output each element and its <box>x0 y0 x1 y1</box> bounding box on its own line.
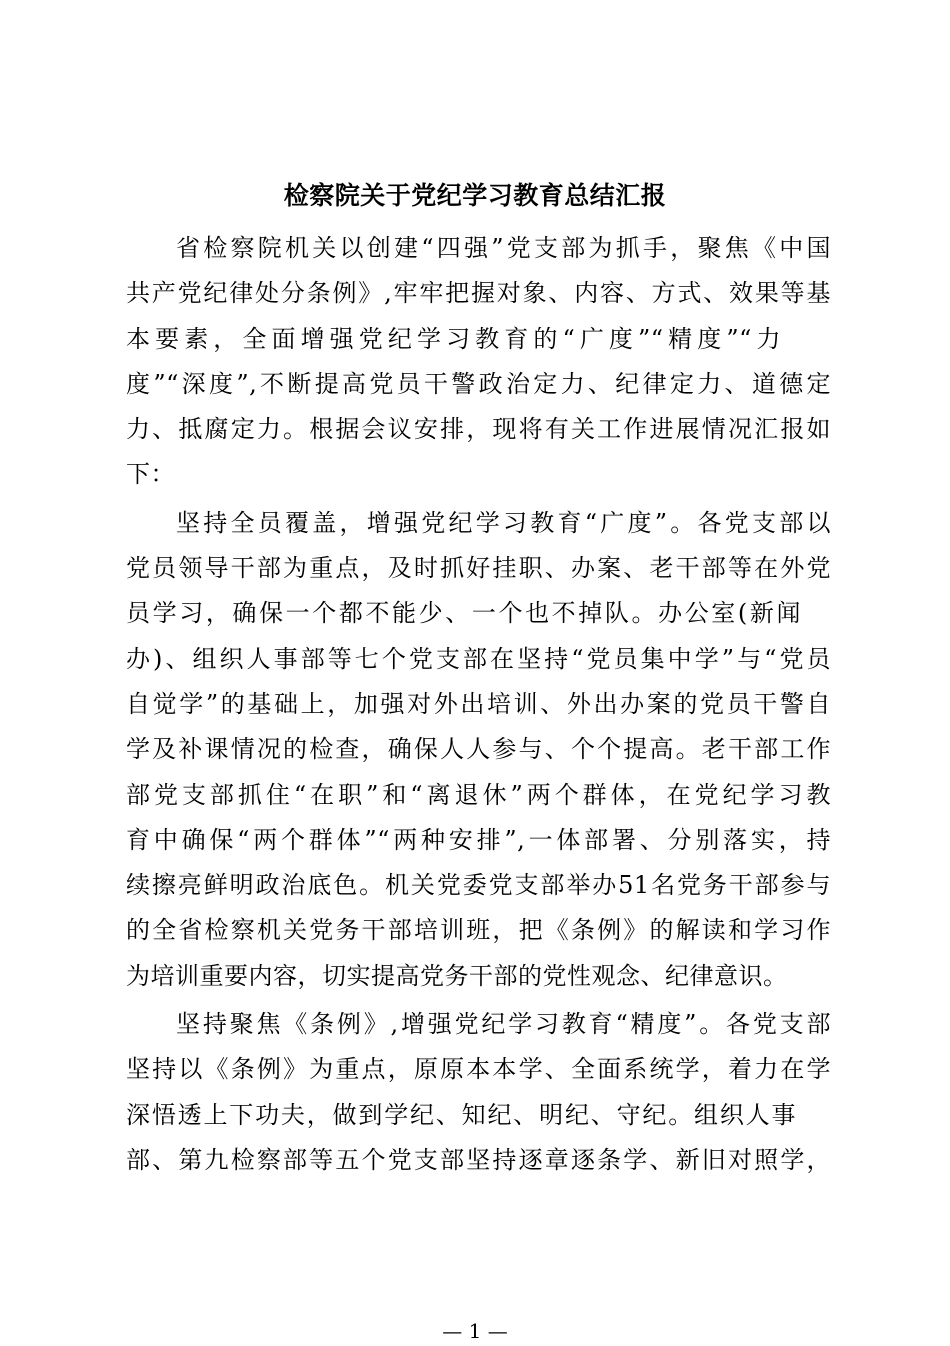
text-line: 坚持全员覆盖，增强党纪学习教育“广度”。各党支部以 <box>176 508 831 537</box>
document-body <box>126 226 831 1183</box>
text-line: 共产党纪律处分条例》,牢牢把握对象、内容、方式、效果等基 <box>126 279 831 308</box>
text-line: 坚持聚焦《条例》,增强党纪学习教育“精度”。各党支部 <box>176 1010 831 1039</box>
text-line: 员学习，确保一个都不能少、一个也不掉队。办公室(新闻 <box>126 599 801 628</box>
text-line: 下： <box>126 460 175 489</box>
document-title: 检察院关于党纪学习教育总结汇报 <box>283 181 667 210</box>
text-line: 力、抵腐定力。根据会议安排，现将有关工作进展情况汇报如 <box>126 415 831 444</box>
text-line: 度”“深度”,不断提高党员干警政治定力、纪律定力、道德定 <box>126 369 831 398</box>
paragraph-precision <box>126 1002 831 1183</box>
paragraph-breadth <box>126 501 831 999</box>
text-line: 学及补课情况的检查，确保人人参与、个个提高。老干部工作 <box>126 735 831 764</box>
text-line: 党员领导干部为重点，及时抓好挂职、办案、老干部等在外党 <box>126 554 831 583</box>
text-line: 的全省检察机关党务干部培训班，把《条例》的解读和学习作 <box>126 916 831 945</box>
text-line: 办)、组织人事部等七个党支部在坚持“党员集中学”与“党员 <box>126 644 831 673</box>
text-line: 部、第九检察部等五个党支部坚持逐章逐条学、新旧对照学， <box>126 1145 831 1174</box>
text-line: 省检察院机关以创建“四强”党支部为抓手，聚焦《中国 <box>176 234 831 262</box>
text-line: 续擦亮鲜明政治底色。机关党委党支部举办51名党务干部参与 <box>126 871 831 900</box>
text-line: 育中确保“两个群体”“两种安排”,一体部署、分别落实，持 <box>126 825 831 854</box>
text-line: 坚持以《条例》为重点，原原本本学、全面系统学，着力在学 <box>126 1055 831 1084</box>
paragraph-intro <box>126 226 831 498</box>
text-line: 部党支部抓住“在职”和“离退休”两个群体，在党纪学习教 <box>126 780 831 809</box>
text-line: 自觉学”的基础上，加强对外出培训、外出办案的党员干警自 <box>126 689 831 718</box>
page-number: — 1 — <box>442 1319 508 1343</box>
text-line: 本要素，全面增强党纪学习教育的“广度”“精度”“力 <box>126 324 781 353</box>
text-line: 为培训重要内容，切实提高党务干部的党性观念、纪律意识。 <box>126 961 788 990</box>
text-line: 深悟透上下功夫，做到学纪、知纪、明纪、守纪。组织人事 <box>126 1100 796 1129</box>
